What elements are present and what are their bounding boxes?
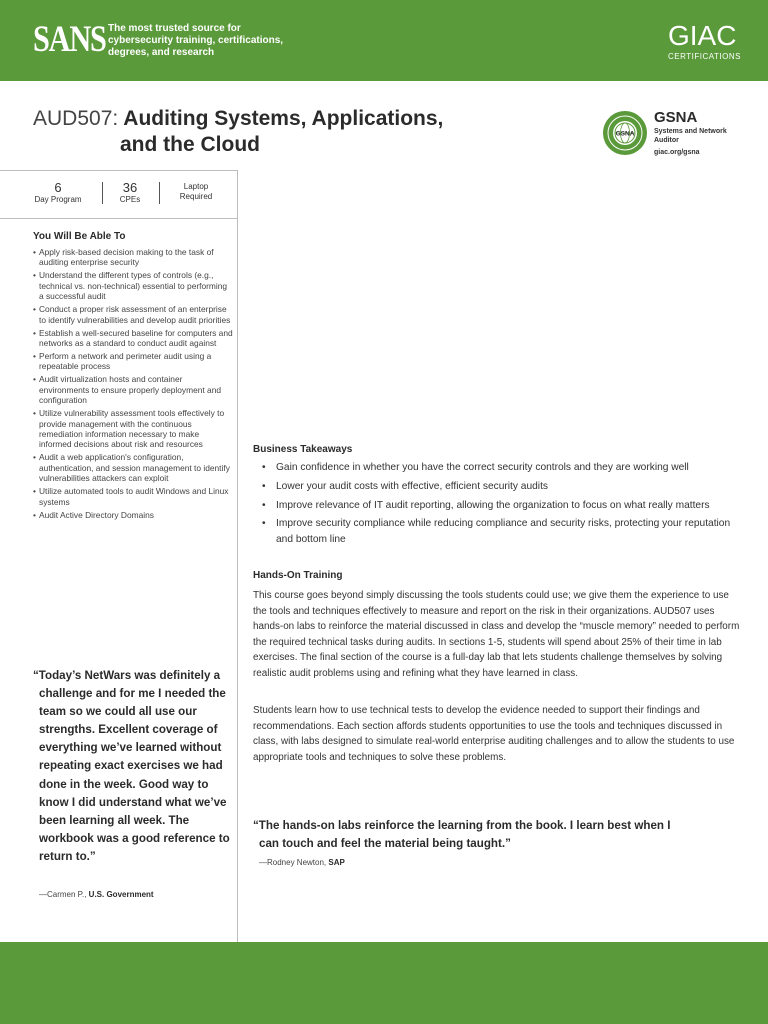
list-item: • Understand the different types of controls (e.g., technical vs. non-technical) essential to performing a successful audit [33,270,233,301]
testimonial-left-text: “Today’s NetWars was definitely a challenge and for me I needed the team so we could all use our strengths. Excellent coverage of everything we’ve learned without repeating exact exercises we had done in the week. Good way to know I did understand what we’ve been learning all week. The workbook was a good reference to return to.” [33,669,230,863]
column-divider [237,170,238,942]
course-title-line1: Auditing Systems, Applications, [123,107,444,130]
list-item: • Audit a web application's configuration, authentication, and session management to identify vulnerabilities attackers can exploit [33,452,233,483]
testimonial-right-text: “The hands-on labs reinforce the learning from the book. I learn best when I can touch and feel the material being taught.” [253,819,671,851]
stat-divider [102,182,103,204]
giac-logo [668,20,741,62]
list-item: • Conduct a proper risk assessment of an enterprise to identify vulnerabilities and develop audit priorities [33,304,233,325]
gsna-seal-label: GSNA [615,130,635,138]
testimonial-left [33,667,233,866]
list-item: • Lower your audit costs with effective, efficient security audits [262,479,742,495]
list-item: • Utilize automated tools to audit Windows and Linux systems [33,486,233,507]
list-item: • Audit Active Directory Domains [33,510,233,520]
hands-on-paragraph-2: Students learn how to use technical tests to develop the evidence needed to support their findings and recommendations. Each section affords students opportunities to use the tools and techniques discussed in class, with labs designed to simulate real-world enterprise auditing challenges and to allow the students to use appropriate tools and techniques to solve these problems. [253,705,735,763]
divider-top [0,170,237,171]
gsna-seal-icon [602,110,648,156]
course-title [33,106,513,158]
list-item: • Utilize vulnerability assessment tools effectively to provide management with the continuous remediation information necessary to make informed decisions about risk and resources [33,408,233,450]
list-item: • Gain confidence in whether you have the correct security controls and they are working well [262,460,742,476]
header-band [0,0,768,81]
stat-divider [159,182,160,204]
stat-cpes-label: CPEs [119,195,141,204]
list-item: • Improve security compliance while reducing compliance and security risks, protecting your reputation and bottom line [262,516,742,547]
hands-on-paragraph-1: This course goes beyond simply discussing the tools students could use; we give them the experience to use the tools and techniques effectively to measure and report on the risk in their organizations. AUD507 uses hands-on labs to reinforce the material discussed in class and develop the “muscle memory” needed to perform the required technical tasks during audits. In sections 1-5, students will spend about 25% of their time in lab exercises. The final section of the course is a full-day lab that lets students challenge themselves by solving realistic audit problems using and refining what they have learned in class. [253,590,740,679]
attribution-name: —Rodney Newton, [259,858,327,867]
list-item: • Establish a well-secured baseline for computers and networks as a standard to conduct audit against [33,328,233,349]
cert-url[interactable]: giac.org/gsna [654,149,700,156]
footer-band [0,942,768,1024]
stat-cpes [110,180,150,205]
tagline: The most trusted source for cybersecurity training, certifications, degrees, and research [108,23,284,58]
attribution-name: —Carmen P., [39,890,87,899]
able-heading: You Will Be Able To [33,231,126,242]
course-title-line2: and the Cloud [120,133,260,156]
testimonial-right-attribution [259,857,345,868]
attribution-org: SAP [328,858,345,867]
attribution-org: U.S. Government [88,890,154,899]
stat-laptop-label: Required [179,192,213,201]
stat-laptop [166,182,226,202]
list-item: • Improve relevance of IT audit reporting, allowing the organization to focus on what really matters [262,498,742,514]
cert-name: Systems and Network Auditor [654,128,727,144]
testimonial-left-attribution [39,889,154,900]
stat-cpes-value: 36 [122,180,138,195]
giac-subtitle: CERTIFICATIONS [668,52,741,61]
divider-stats [0,218,237,219]
list-item: • Perform a network and perimeter audit using a repeatable process [33,351,233,372]
stat-laptop-value: Laptop [183,182,209,191]
sans-logo: SANS [33,19,106,60]
hands-on-heading: Hands-On Training [253,570,343,581]
cert-code: GSNA [654,109,698,126]
giac-wordmark: GIAC [668,20,737,51]
business-list [262,460,742,551]
list-item: • Apply risk-based decision making to the task of auditing enterprise security [33,247,233,268]
stat-days-label: Day Program [34,195,82,204]
stat-days-value: 6 [54,180,62,195]
course-code: AUD507: [33,107,119,130]
testimonial-right [253,817,673,853]
stat-days [33,180,83,205]
business-heading: Business Takeaways [253,444,353,455]
able-list [33,247,233,523]
list-item: • Audit virtualization hosts and container environments to ensure properly deployment and configuration [33,374,233,405]
